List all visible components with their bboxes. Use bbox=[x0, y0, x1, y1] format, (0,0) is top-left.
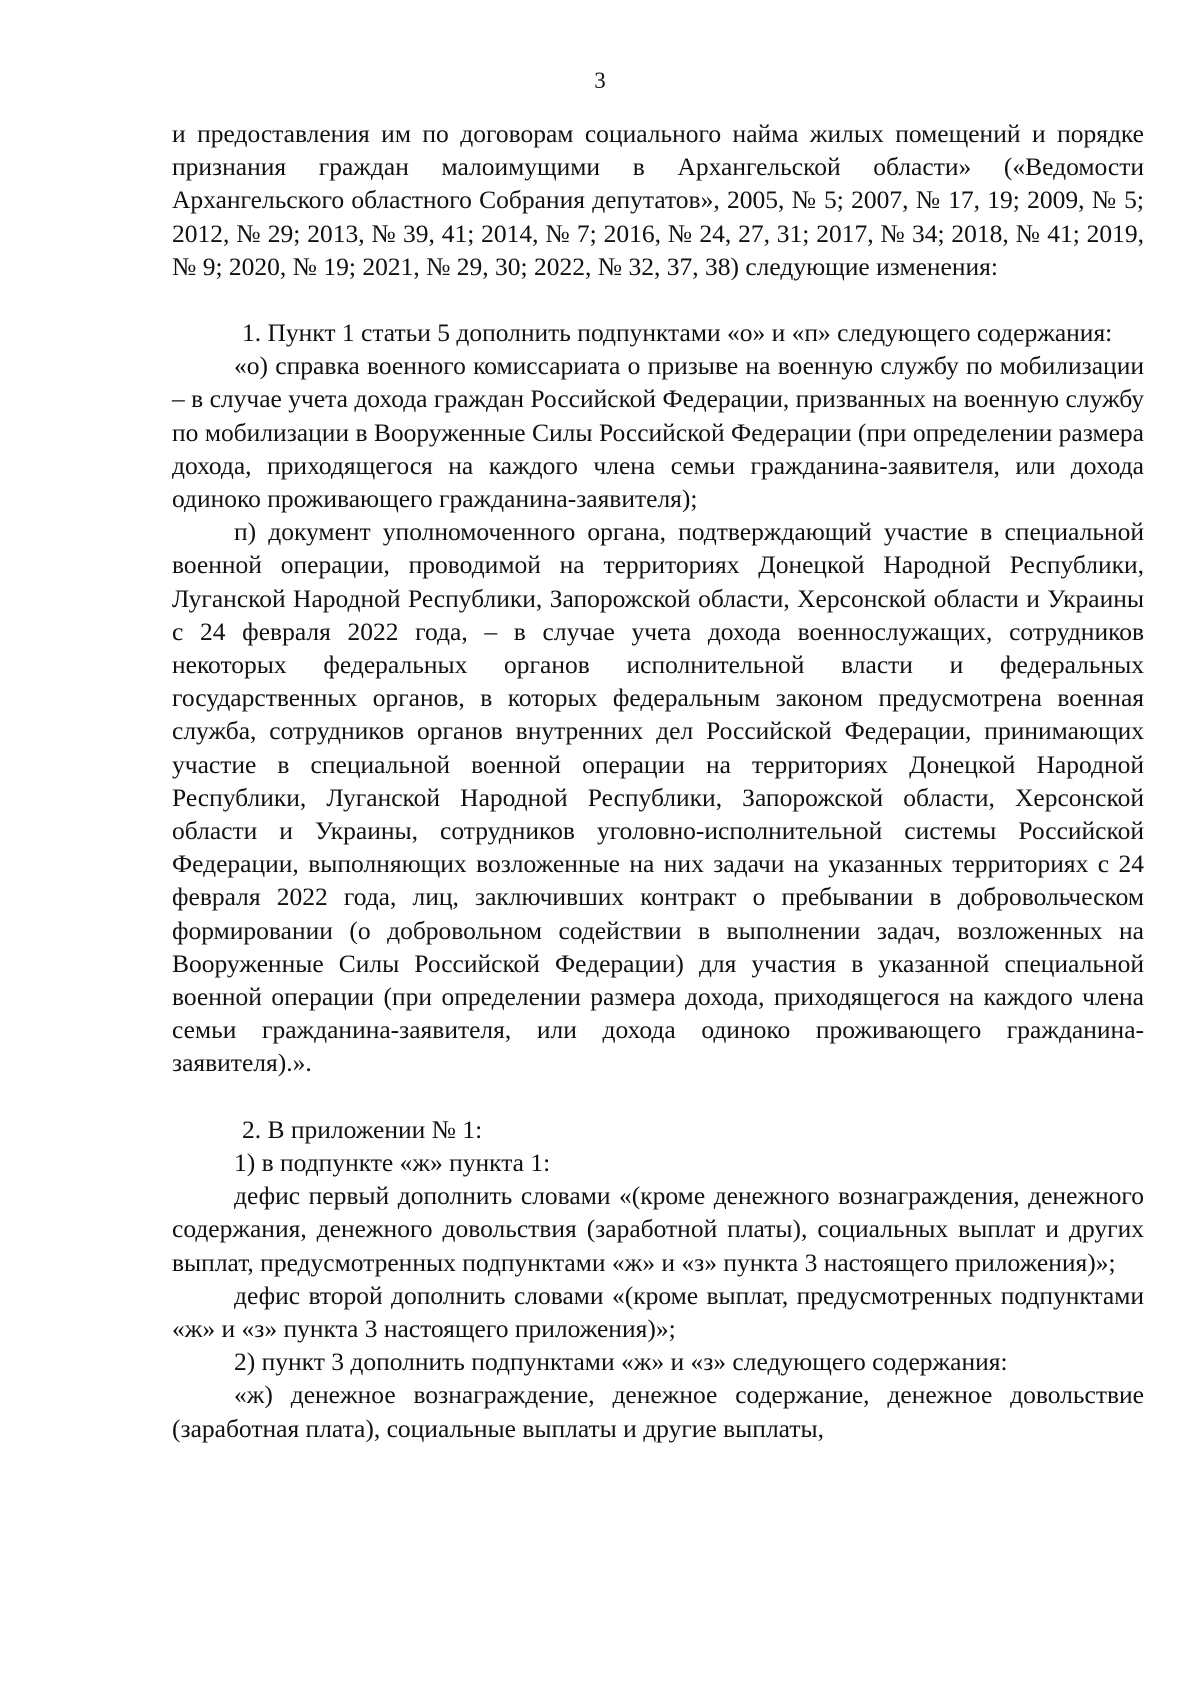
intro-paragraph: и предоставления им по договорам социального найма жилых помещений и порядке признания граждан малоимущими в Архангельской области» («Ведомости Архангельского областного Собрания депутатов», 2005, № 5; 2007, № 17, 19; 2009, № 5; 2012, № 29; 2013, № 39, 41; 2014, № 7; 2016, № 24, 27, 31; 2017, № 34; 2018, № 41; 2019, № 9; 2020, № 19; 2021, № 29, 30; 2022, № 32, 37, 38) следующие изменения: bbox=[172, 119, 1144, 281]
subitem-zh-paragraph: «ж) денежное вознаграждение, денежное содержание, денежное довольствие (заработная плата), социальные выплаты и другие выплаты, bbox=[172, 1380, 1144, 1443]
dash-second-paragraph: дефис второй дополнить словами «(кроме выплат, предусмотренных подпунктами «ж» и «з» пункта 3 настоящего приложения)»; bbox=[172, 1280, 1144, 1343]
item-2-paragraph: 2. В приложении № 1: bbox=[242, 1114, 483, 1144]
dash-first-paragraph: дефис первый дополнить словами «(кроме денежного вознаграждения, денежного содержания, денежного довольствия (заработной платы), социальных выплат и других выплат, предусмотренных подпунктами «ж» и «з» пункта 3 настоящего приложения)»; bbox=[172, 1181, 1144, 1277]
subitem-o-paragraph: «о) справка военного комиссариата о призыве на военную службу по мобилизации – в случае учета дохода граждан Российской Федерации, призванных на военную службу по мобилизации в Вооруженные Силы Российской Федерации (при определении размера дохода, приходящегося на каждого члена семьи гражданина-заявителя, или дохода одиноко проживающего гражданина-заявителя); bbox=[172, 351, 1144, 514]
paragraph-gap bbox=[172, 1080, 1144, 1113]
paragraph-gap bbox=[172, 283, 1144, 316]
document-body bbox=[172, 117, 1144, 1445]
page-number: 3 bbox=[594, 68, 606, 93]
item-2-2-paragraph: 2) пункт 3 дополнить подпунктами «ж» и «з» следующего содержания: bbox=[234, 1347, 1008, 1377]
subitem-p-paragraph: п) документ уполномоченного органа, подтверждающий участие в специальной военной операции, проводимой на территориях Донецкой Народной Республики, Луганской Народной Республики, Запорожской области, Херсонской области и Украины с 24 февраля 2022 года, – в случае учета дохода военнослужащих, сотрудников некоторых федеральных органов исполнительной власти и федеральных государственных органов, в которых федеральным законом предусмотрена военная служба, сотрудников органов внутренних дел Российской Федерации, принимающих участие в специальной военной операции на территориях Донецкой Народной Республики, Луганской Народной Республики, Запорожской области, Херсонской области и Украины, сотрудников уголовно-исполнительной системы Российской Федерации, выполняющих возложенные на них задачи на указанных территориях с 24 февраля 2022 года, лиц, заключивших контракт о пребывании в добровольческом формировании (о добровольном содействии в выполнении задач, возложенных на Вооруженные Силы Российской Федерации) для участия в указанной специальной военной операции (при определении размера дохода, приходящегося на каждого члена семьи гражданина-заявителя, или дохода одиноко проживающего гражданина-заявителя).». bbox=[172, 517, 1144, 1078]
item-1-paragraph: 1. Пункт 1 статьи 5 дополнить подпунктами «о» и «п» следующего содержания: bbox=[242, 318, 1113, 348]
item-2-1-paragraph: 1) в подпункте «ж» пункта 1: bbox=[234, 1147, 551, 1177]
